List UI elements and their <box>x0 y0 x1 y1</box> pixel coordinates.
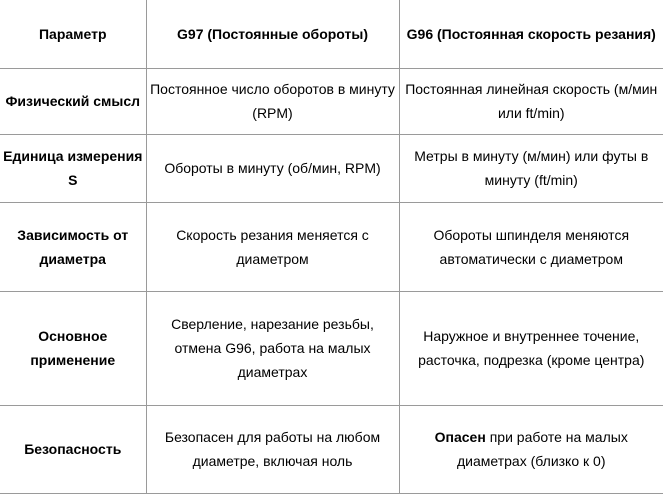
header-parameter: Параметр <box>0 0 146 68</box>
table-row <box>0 202 663 291</box>
cell-g96-safety <box>399 405 663 493</box>
row-header-physical-meaning: Физический смысл <box>0 68 146 134</box>
cell-g97-safety: Безопасен для работы на любом диаметре, включая ноль <box>146 405 399 493</box>
header-row <box>0 0 663 68</box>
header-g96: G96 (Постоянная скорость резания) <box>399 0 663 68</box>
table-row <box>0 291 663 405</box>
table-row <box>0 405 663 493</box>
row-header-safety: Безопасность <box>0 405 146 493</box>
safety-warning-emphasis: Опасен <box>434 429 486 445</box>
cell-g97-physical-meaning: Постоянное число оборотов в минуту (RPM) <box>146 68 399 134</box>
row-header-diameter-dependence: Зависимость от диаметра <box>0 202 146 291</box>
safety-warning-text: при работе на малых диаметрах (близко к 0) <box>457 429 628 469</box>
cell-g97-unit-s: Обороты в минуту (об/мин, RPM) <box>146 134 399 202</box>
cell-g96-physical-meaning: Постоянная линейная скорость (м/мин или ft/min) <box>399 68 663 134</box>
table-row <box>0 68 663 134</box>
row-header-main-application: Основное применение <box>0 291 146 405</box>
table-row <box>0 134 663 202</box>
cell-g97-main-application: Сверление, нарезание резьбы, отмена G96, работа на малых диаметрах <box>146 291 399 405</box>
cell-g97-diameter-dependence: Скорость резания меняется с диаметром <box>146 202 399 291</box>
cell-g96-unit-s: Метры в минуту (м/мин) или футы в минуту (ft/min) <box>399 134 663 202</box>
cell-g96-diameter-dependence: Обороты шпинделя меняются автоматически с диаметром <box>399 202 663 291</box>
cell-g96-main-application: Наружное и внутреннее точение, расточка, подрезка (кроме центра) <box>399 291 663 405</box>
header-g97: G97 (Постоянные обороты) <box>146 0 399 68</box>
row-header-unit-s: Единица измерения S <box>0 134 146 202</box>
